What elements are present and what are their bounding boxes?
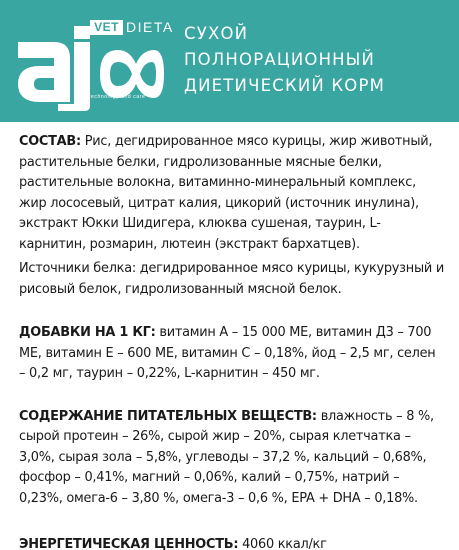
composition-paragraph	[19, 132, 444, 255]
product-title-line: ПОЛНОРАЦИОННЫЙ	[184, 50, 376, 69]
energy-text: 4060 ккал/кг	[238, 537, 327, 550]
label-content	[19, 132, 444, 550]
nutrients-heading: СОДЕРЖАНИЕ ПИТАТЕЛЬНЫХ ВЕЩЕСТВ:	[19, 408, 317, 424]
composition-text: Рис, дегидрированное мясо курицы, жир животный, растительные белки, гидролизованные мясные белки, растительные волокна, витаминно-минеральный комплекс, жир лососевый, цитрат калия, цикорий (источник инулина), экстракт Юкки Шидигера, клюква сушеная, таурин, L-карнитин, розмарин, лютеин (экстракт бархатцев).	[19, 134, 433, 252]
additives-paragraph	[19, 323, 444, 385]
logo-tagline: technology and care	[89, 94, 146, 100]
composition-heading: СОСТАВ:	[19, 134, 81, 149]
energy-heading: ЭНЕРГЕТИЧЕСКАЯ ЦЕННОСТЬ:	[19, 537, 239, 550]
protein-sources-paragraph: Источники белка: дегидрированное мясо курицы, кукурузный и рисовый белок, гидролизованный мясной белок.	[19, 261, 444, 297]
vet-badge: VET	[90, 20, 123, 35]
nutrients-text: влажность – 8 %, сырой протеин – 26%, сырой жир – 20%, сырая клетчатка – 3,0%, сырая зола – 5,8%, углеводы – 37,2 %, кальций – 0,68%, фосфор – 0,41%, магний – 0,06%, калий – 0,75%, натрий – 0,23%, омега-6 – 3,80 %, омега-3 – 0,6 %, EPA + DHA – 0,18%.	[19, 408, 434, 506]
additives-text: витамин А – 15 000 МЕ, витамин Д3 – 700 МЕ, витамин Е – 600 МЕ, витамин С – 0,18%, йод – 2,5 мг, селен – 0,2 мг, таурин – 0,22%, L-карнитин – 450 мг.	[19, 325, 436, 381]
dieta-label: DIETA	[126, 19, 174, 35]
nutrients-paragraph	[19, 407, 444, 510]
product-title-line: ДИЕТИЧЕСКИЙ КОРМ	[184, 76, 386, 95]
product-title-line: СУХОЙ	[184, 24, 249, 43]
additives-heading: ДОБАВКИ НА 1 КГ:	[19, 325, 156, 340]
energy-paragraph	[19, 535, 444, 550]
header-banner	[0, 0, 459, 122]
product-title	[184, 21, 385, 99]
